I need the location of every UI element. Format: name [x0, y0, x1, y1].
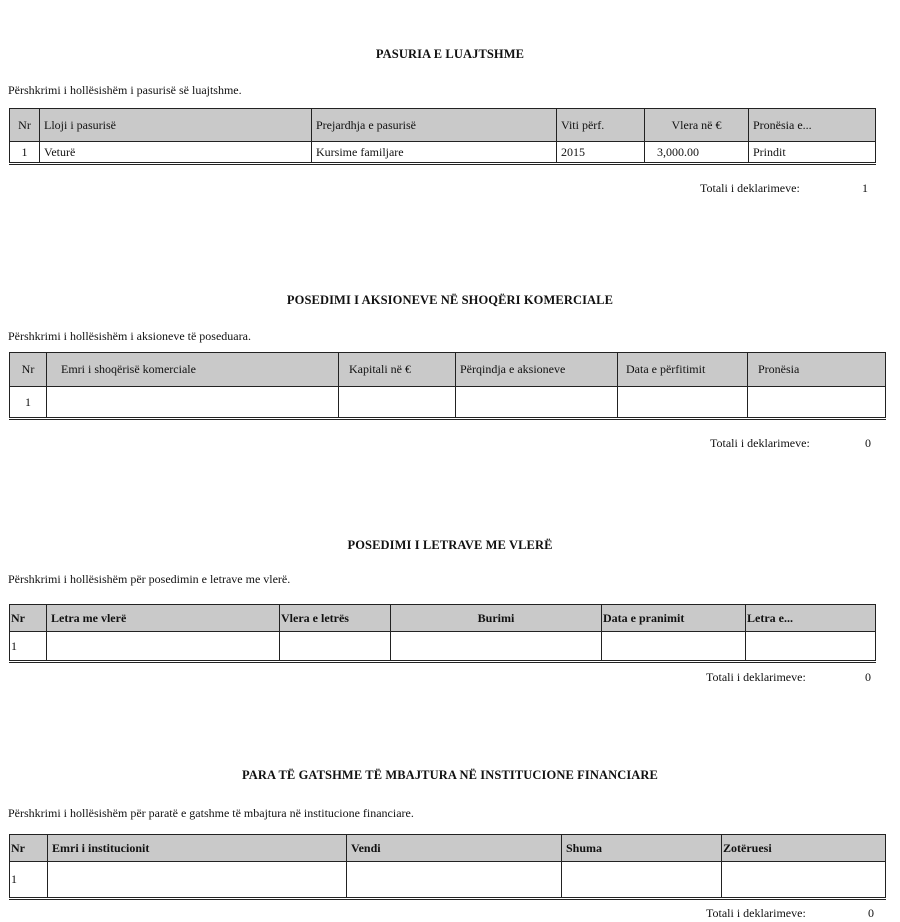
column-header-ownership: Pronësia — [748, 353, 886, 387]
table-header-row — [10, 605, 876, 632]
section-title-cash-holdings: PARA TË GATSHME TË MBAJTURA NË INSTITUCIONE FINANCIARE — [241, 768, 658, 782]
column-header-year: Viti përf. — [557, 109, 645, 142]
cell-security-value — [280, 632, 391, 662]
column-header-nr: Nr — [10, 353, 47, 387]
table-header-row — [10, 109, 876, 142]
table-header-row — [10, 835, 886, 862]
section-description: Përshkrimi i hollësishëm i pasurisë së luajtshme. — [8, 83, 242, 97]
cell-capital — [339, 387, 456, 419]
movable-property-table — [9, 108, 876, 165]
cell-amount — [562, 862, 722, 899]
column-header-receipt-date: Data e pranimit — [602, 605, 746, 632]
cell-holder — [722, 862, 886, 899]
section-description: Përshkrimi i hollësishëm për posedimin e letrave me vlerë. — [8, 572, 291, 586]
securities-table — [9, 604, 876, 663]
total-value: 1 — [862, 181, 868, 195]
table-row — [10, 862, 886, 899]
column-header-acquisition-date: Data e përfitimit — [618, 353, 748, 387]
total-label: Totali i deklarimeve: — [706, 906, 806, 920]
column-header-nr: Nr — [10, 109, 40, 142]
cell-location — [347, 862, 562, 899]
column-header-value: Vlera në € — [645, 109, 749, 142]
column-header-source: Burimi — [391, 605, 602, 632]
declarations-total — [706, 906, 874, 921]
table-row — [10, 142, 876, 164]
column-header-ownership: Pronësia e... — [749, 109, 876, 142]
table-row — [10, 632, 876, 662]
total-label: Totali i deklarimeve: — [700, 181, 800, 195]
column-header-company-name: Emri i shoqërisë komerciale — [47, 353, 339, 387]
column-header-location: Vendi — [347, 835, 562, 862]
column-header-security-of: Letra e... — [746, 605, 876, 632]
column-header-institution-name: Emri i institucionit — [48, 835, 347, 862]
section-title-movable-property: PASURIA E LUAJTSHME — [375, 47, 525, 61]
section-title-securities: POSEDIMI I LETRAVE ME VLERË — [347, 538, 553, 552]
total-value: 0 — [865, 670, 871, 684]
column-header-nr: Nr — [10, 605, 47, 632]
column-header-property-type: Lloji i pasurisë — [40, 109, 312, 142]
table-header-row — [10, 353, 886, 387]
declarations-total — [700, 181, 868, 196]
cell-share-percentage — [456, 387, 618, 419]
section-description: Përshkrimi i hollësishëm për paratë e gatshme të mbajtura në institucione financiare. — [8, 806, 414, 820]
column-header-security: Letra me vlerë — [47, 605, 280, 632]
section-description: Përshkrimi i hollësishëm i aksioneve të poseduara. — [8, 329, 251, 343]
section-title-shares: POSEDIMI I AKSIONEVE NË SHOQËRI KOMERCIALE — [286, 293, 614, 307]
cell-ownership — [748, 387, 886, 419]
column-header-security-value: Vlera e letrës — [280, 605, 391, 632]
cell-institution-name — [48, 862, 347, 899]
table-row — [10, 387, 886, 419]
cell-source — [391, 632, 602, 662]
total-value: 0 — [868, 906, 874, 920]
cell-ownership: Prindit — [749, 142, 876, 164]
cell-nr: 1 — [10, 387, 47, 419]
declarations-total — [706, 670, 871, 685]
cell-acquisition-date — [618, 387, 748, 419]
total-value: 0 — [865, 436, 871, 450]
cell-nr: 1 — [10, 862, 48, 899]
cell-year: 2015 — [557, 142, 645, 164]
cell-nr: 1 — [10, 632, 47, 662]
total-label: Totali i deklarimeve: — [706, 670, 806, 684]
cell-security-of — [746, 632, 876, 662]
column-header-holder: Zotëruesi — [722, 835, 886, 862]
column-header-origin: Prejardhja e pasurisë — [312, 109, 557, 142]
cell-property-type: Veturë — [40, 142, 312, 164]
cell-security — [47, 632, 280, 662]
cell-company-name — [47, 387, 339, 419]
column-header-capital: Kapitali në € — [339, 353, 456, 387]
shares-table — [9, 352, 886, 420]
column-header-share-percentage: Përqindja e aksioneve — [456, 353, 618, 387]
column-header-amount: Shuma — [562, 835, 722, 862]
cell-receipt-date — [602, 632, 746, 662]
cash-holdings-table — [9, 834, 886, 900]
declarations-total — [710, 436, 871, 451]
cell-value: 3,000.00 — [645, 142, 749, 164]
cell-nr: 1 — [10, 142, 40, 164]
cell-origin: Kursime familjare — [312, 142, 557, 164]
column-header-nr: Nr — [10, 835, 48, 862]
total-label: Totali i deklarimeve: — [710, 436, 810, 450]
